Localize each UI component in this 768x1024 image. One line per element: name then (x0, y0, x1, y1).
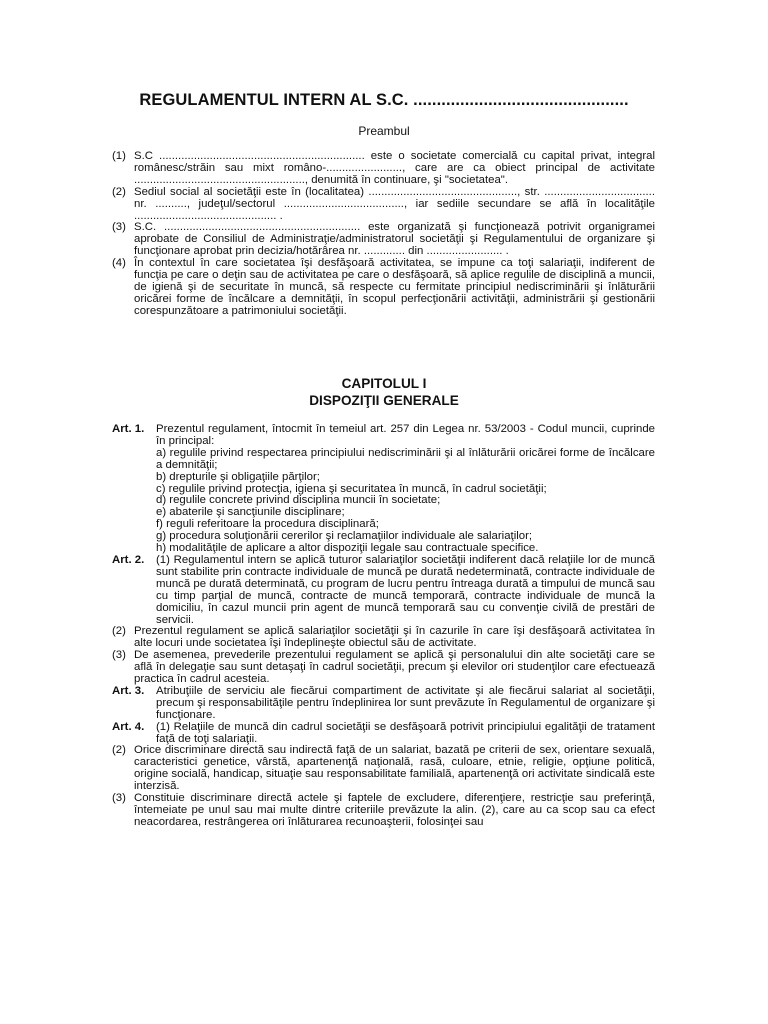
paragraph-marker: (2) (112, 625, 126, 638)
article-marker: Art. 2. (112, 553, 145, 566)
preamble-paragraph (112, 151, 655, 187)
article-item: b) drepturile şi obligaţiile părţilor; (156, 470, 320, 483)
chapter-number: CAPITOLUL I (341, 376, 427, 391)
article-1 (112, 424, 655, 555)
article-item: g) procedura soluţionării cererilor şi reclamaţiilor individuale ale salariaţilor; (156, 530, 533, 543)
paragraph-text: S.C ................................................................. este o societate comercială cu capital privat, integral românesc/străin sau mixt româno-........................, care are ca obiect principal de activitate ......................................................, denumită în continuare, şi "societatea". (134, 150, 655, 186)
chapter-heading (0, 375, 768, 409)
article-2-paragraph-2 (112, 626, 655, 650)
articles-section (112, 424, 655, 829)
article-item: h) modalităţile de aplicare a altor dispoziţii legale sau contractuale specifice. (156, 542, 539, 555)
article-4 (112, 722, 655, 746)
paragraph-marker: (4) (112, 257, 126, 270)
paragraph-text: Constituie discriminare directă actele şi faptele de excludere, diferenţiere, restricţie sau preferinţă, întemeiate pe unul sau mai multe dintre criteriile prevăzute la alin. (2), care au ca scop sau ca efect neacordarea, restrângerea ori înlăturarea recunoaşterii, folosinţei sau (134, 792, 655, 828)
preamble-paragraph (112, 222, 655, 258)
document-title: REGULAMENTUL INTERN AL S.C. .............................................. (139, 91, 629, 109)
document-subtitle: Preambul (358, 124, 410, 138)
paragraph-marker: (2) (112, 185, 126, 198)
article-item: d) regulile concrete privind disciplina muncii în societate; (156, 494, 441, 507)
article-marker: Art. 3. (112, 684, 145, 697)
article-item: c) regulile privind protecţia, igiena şi securitatea în muncă, în cadrul societăţii; (156, 482, 547, 495)
preamble-paragraph (112, 258, 655, 318)
article-item: a) regulile privind respectarea principiului nediscriminării şi al înlăturării oricărei forme de încălcare a demnităţii; (156, 446, 655, 471)
article-paragraph: (1) Relaţiile de muncă din cadrul societăţii se desfăşoară potrivit principiului egalităţii de tratament faţă de toţi salariaţii. (156, 720, 655, 745)
article-item: f) reguli referitoare la procedura disciplinară; (156, 518, 379, 531)
article-marker: Art. 4. (112, 720, 145, 733)
article-marker: Art. 1. (112, 423, 145, 435)
paragraph-text: Prezentul regulament se aplică salariaţilor societăţii şi în cazurile în care îşi desfăşoară activitatea în alte locuri unde societatea îşi îndeplineşte obiectul său de activitate. (134, 625, 655, 650)
paragraph-text: Sediul social al societăţii este în (localitatea) ..............................................., str. ................................... nr. .........., judeţul/sectorul ......................................, iar sediile secundare se află în localităţile ............................................. . (134, 185, 655, 222)
paragraph-text: S.C. .............................................................. este organizată şi funcţionează potrivit organigramei aprobate de Consiliul de Administraţie/administratorul societăţii şi Regulamentului de organizare şi funcţionare aprobat prin decizia/hotărârea nr. ............. din ........................ . (134, 221, 655, 258)
paragraph-marker: (3) (112, 792, 126, 805)
paragraph-text: De asemenea, prevederile prezentului regulament se aplică şi personalului din alte societăţi care se află în delegaţie sau sunt detaşaţi în cadrul societăţii, precum şi elevilor ori studenţilor care efectuează practica în cadrul acesteia. (134, 649, 655, 686)
article-2-paragraph-3 (112, 650, 655, 686)
paragraph-text: Orice discriminare directă sau indirectă faţă de un salariat, bazată pe criterii de sex, orientare sexuală, caracteristici genetice, vârstă, apartenenţă naţională, rasă, culoare, etnie, religie, opţiune politică, origine socială, handicap, situaţie sau responsabilitate familială, apartenenţă ori activitate sindicală este interzisă. (134, 744, 655, 793)
article-3 (112, 686, 655, 722)
article-paragraph: (1) Regulamentul intern se aplică tuturor salariaţilor societăţii indiferent dacă relaţiile lor de muncă sunt stabilite prin contracte individuale de muncă pe durată nedeterminată, contracte individuale de muncă pe durată determinată, cu program de lucru pentru întreaga durată a timpului de muncă sau cu timp parţial de muncă, contracte de muncă temporară, contracte individuale de muncă la domiciliu, în cazul muncii prin agent de muncă temporară sau cu convenţie civilă de prestări de servicii. (156, 553, 655, 626)
paragraph-marker: (3) (112, 649, 126, 662)
article-item: e) abaterile şi sancţiunile disciplinare; (156, 506, 345, 519)
paragraph-marker: (1) (112, 150, 126, 162)
paragraph-text: În contextul în care societatea îşi desfăşoară activitatea, se impune ca toţi salariaţii, indiferent de funcţia pe care o deţin sau de activitatea pe care o desfăşoară, să aplice regulile de disciplină a muncii, de igienă şi de securitate în muncă, să respecte cu fermitate principiul nediscriminării şi înlăturării oricărei forme de încălcare a demnităţii, în scopul perfecţionării activităţii, administrării şi gestionării corespunzătoare a patrimoniului societăţii. (134, 257, 655, 317)
article-intro: Prezentul regulament, întocmit în temeiul art. 257 din Legea nr. 53/2003 - Codul muncii, cuprinde în principal: (156, 423, 655, 447)
article-2 (112, 555, 655, 626)
chapter-name: DISPOZIŢII GENERALE (309, 393, 459, 408)
article-paragraph: Atribuţiile de serviciu ale fiecărui compartiment de activitate şi ale fiecărui salariat al societăţii, precum şi responsabilităţile pentru îndeplinirea lor sunt prevăzute în Regulamentul de organizare şi funcţionare. (156, 684, 655, 721)
paragraph-marker: (2) (112, 744, 126, 757)
preamble-section (112, 151, 655, 318)
paragraph-marker: (3) (112, 221, 126, 234)
article-4-paragraph-3 (112, 793, 655, 829)
preamble-paragraph (112, 187, 655, 223)
article-4-paragraph-2 (112, 745, 655, 793)
